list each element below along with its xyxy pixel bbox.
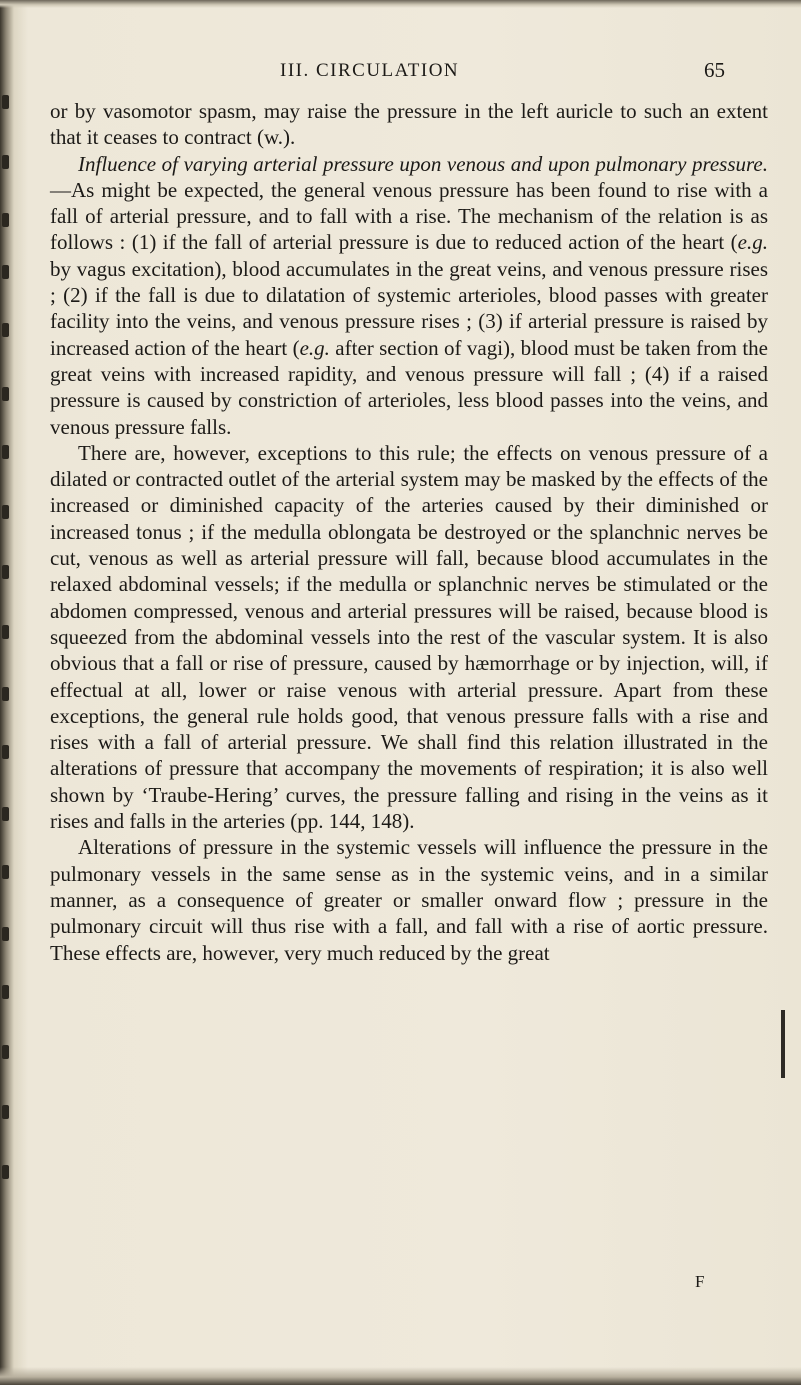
paragraph-2-text-c: after section of vagi), blood must be taken from the great veins with increased rapidity, and venous pressure will fall ; (4) if a raised pressure is caused by constriction of arterioles, less blood passes into the veins, and venous pressure falls. — [50, 335, 768, 439]
bottom-edge-shadow — [0, 1367, 801, 1385]
paragraph-1 — [50, 98, 768, 151]
paragraph-3 — [50, 440, 768, 834]
page-number: 65 — [704, 58, 725, 82]
top-edge-shadow — [0, 0, 801, 8]
left-binding-edge — [0, 95, 16, 1205]
signature-mark: F — [695, 1272, 705, 1291]
paragraph-2-text-a: —As might be expected, the general venous pressure has been found to rise with a fall of arterial pressure, and to fall with a rise. The mechanism of the relation is as follows : (1) if the fall of arterial pressure is due to reduced action of the heart ( — [50, 177, 768, 255]
eg-abbrev-1: e.g. — [737, 230, 768, 255]
paragraph-2-text-b: by vagus excitation), blood accumulates in the great veins, and venous pressure rises ; (2) if the fall is due to dilatation of systemic arterioles, blood passes with greater facility into the veins, and venous pressure rises ; (3) if arterial pressure is raised by increased action of the heart ( — [50, 256, 768, 360]
body-text — [50, 98, 768, 966]
paragraph-3-text: There are, however, exceptions to this rule; the effects on venous pressure of a dilated or contracted outlet of the arterial system may be masked by the effects of the increased or diminished capacity of the arteries caused by their diminished or increased tonus ; if the medulla oblongata be destroyed or the splanchnic nerves be cut, venous as well as arterial pressure will fall, because blood accumulates in the relaxed abdominal vessels; if the medulla or splanchnic nerves be stimulated or the abdomen compressed, venous and arterial pressures will be raised, because blood is squeezed from the abdominal vessels into the rest of the vascular system. It is also obvious that a fall or rise of pressure, caused by hæmorrhage or by injection, will, if effectual at all, lower or raise venous with arterial pressure. Apart from these exceptions, the general rule holds good, that venous pressure falls with a rise and rises with a fall of arterial pressure. We shall find this relation illustrated in the alterations of pressure that accompany the movements of respiration; it is also well shown by ‘Traube-Hering’ curves, the pressure falling and rising in the veins as it rises and falls in the arteries (pp. 144, 148). — [50, 440, 768, 834]
paragraph-1-text: or by vasomotor spasm, may raise the pressure in the left auricle to such an extent that it ceases to contract (w.). — [50, 99, 768, 150]
paragraph-4-text: Alterations of pressure in the systemic vessels will influence the pressure in the pulmonary vessels in the same sense as in the systemic veins, and in a similar manner, as a consequence of greater or smaller onward flow ; pressure in the pulmonary circuit will thus rise with a fall, and fall with a rise of aortic pressure. These effects are, however, very much reduced by the great — [50, 835, 768, 965]
margin-bracket-mark — [781, 1010, 785, 1078]
section-heading: Influence of varying arterial pressure upon venous and upon pulmonary pressure. — [78, 151, 768, 176]
eg-abbrev-2: e.g. — [299, 335, 330, 360]
paragraph-2 — [50, 151, 768, 440]
paragraph-4 — [50, 834, 768, 965]
running-head — [0, 60, 801, 90]
chapter-title: III. CIRCULATION — [280, 60, 460, 81]
